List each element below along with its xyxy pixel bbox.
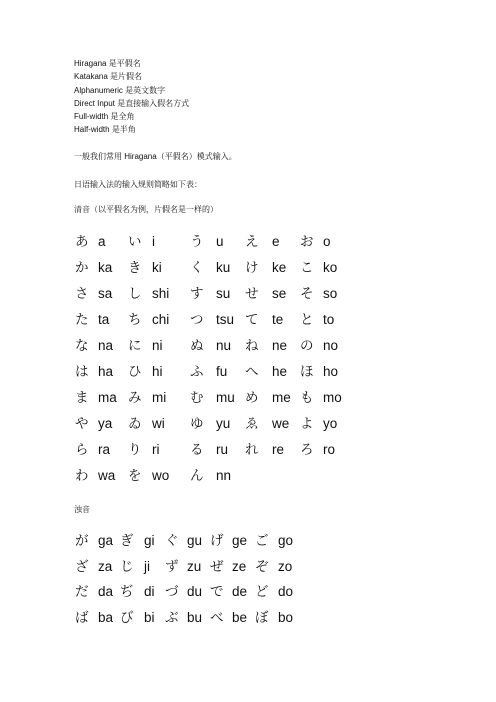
kana-char: ぼ [255,609,269,626]
romaji-text: ka [98,260,113,275]
romaji-text: ri [152,442,160,457]
romaji-text: mu [216,390,235,405]
kana-char: せ [245,286,259,302]
romaji-text: he [272,364,288,379]
kana-char: い [128,234,142,250]
romaji-text: hi [152,364,163,379]
kana-char: ん [190,468,204,484]
romaji-text: nu [216,338,232,353]
romaji-text: zu [187,558,202,574]
romaji-text: gu [187,533,203,548]
romaji-text: zo [278,558,293,574]
intro-term: Hiragana [124,152,157,161]
romaji-text: re [272,442,285,457]
kana-char: と [300,312,314,328]
kana-row [0,258,496,278]
definition-term: Half-width [74,125,110,134]
kana-char: ふ [190,364,204,380]
kana-char: し [128,286,142,302]
intro-paragraph [74,152,237,162]
kana-char: ず [165,558,179,575]
kana-char: だ [75,584,89,600]
romaji-text: nn [216,468,232,483]
kana-char: げ [210,533,224,549]
kana-char: ぶ [165,609,179,626]
romaji-text: ta [98,312,110,327]
romaji-text: ra [98,442,111,457]
romaji-text: ze [232,558,247,574]
kana-char: く [190,260,204,276]
kana-row [0,608,496,628]
romaji-text: ne [272,338,288,353]
kana-char: な [75,338,89,354]
romaji-text: ma [98,390,117,405]
kana-char: け [245,260,259,276]
kana-char: り [128,442,142,458]
definition-desc: 是半角 [111,125,136,134]
definition-line [74,86,165,96]
definition-line [74,72,142,82]
romaji-text: bu [187,609,203,625]
romaji-text: bi [144,609,155,625]
kana-char: ろ [300,442,314,458]
kana-char: よ [300,416,314,432]
romaji-text: go [278,533,294,548]
romaji-text: wo [152,468,170,483]
kana-row [0,388,496,408]
romaji-text: ru [216,442,229,457]
kana-char: ひ [128,364,142,380]
romaji-text: gi [144,533,155,548]
definition-term: Hiragana [74,59,107,68]
definition-term: Direct Input [74,99,115,108]
kana-char: え [245,234,259,250]
definition-term: Alphanumeric [74,86,123,95]
kana-char: の [300,338,314,354]
romaji-text: chi [152,312,170,327]
kana-char: ゑ [245,416,259,432]
kana-char: づ [165,584,179,600]
romaji-text: u [216,234,224,249]
romaji-text: so [323,286,338,301]
kana-char: び [120,609,134,626]
definition-desc: 是英文数字 [125,86,166,95]
kana-char: ざ [75,558,89,575]
romaji-text: ki [152,260,162,275]
kana-char: ね [245,338,259,354]
kana-char: そ [300,286,314,302]
kana-char: ぬ [190,338,204,354]
kana-char: う [190,234,204,250]
kana-row [0,531,496,551]
romaji-text: shi [152,286,170,301]
definition-line [74,59,141,69]
rules-line: 日语输入法的输入规则简略如下表： [74,180,202,189]
kana-char: を [128,468,142,484]
kana-char: か [75,260,89,276]
romaji-text: te [272,312,284,327]
romaji-text: ji [144,558,150,574]
romaji-text: ni [152,338,163,353]
kana-char: こ [300,260,314,276]
kana-char: ち [128,312,142,328]
kana-char: ば [75,609,89,626]
intro-text-after: （平假名）模式输入。 [156,152,237,161]
kana-char: さ [75,286,89,302]
kana-char: ゐ [128,416,142,432]
kana-char: ほ [300,364,314,380]
romaji-text: no [323,338,339,353]
romaji-text: yu [216,416,231,431]
definition-desc: 是直接输入假名方式 [117,99,190,108]
romaji-text: ro [323,442,336,457]
kana-char: ぐ [165,533,179,549]
kana-char: ま [75,390,89,406]
romaji-text: ku [216,260,231,275]
romaji-text: mi [152,390,167,405]
kana-row [0,440,496,460]
kana-row [0,557,496,577]
kana-char: ぞ [255,558,269,575]
kana-char: あ [75,234,89,250]
romaji-text: sa [98,286,113,301]
romaji-text: ko [323,260,338,275]
kana-char: ぢ [120,584,134,600]
definition-line [74,99,189,109]
kana-row [0,414,496,434]
kana-char: つ [190,312,204,328]
romaji-text: do [278,584,294,599]
kana-char: き [128,260,142,276]
kana-char: ら [75,442,89,458]
romaji-text: o [323,234,331,249]
definition-term: Full-width [74,112,109,121]
romaji-text: ha [98,364,114,379]
kana-char: ど [255,584,269,600]
definition-desc: 是平假名 [108,59,141,68]
seion-heading: 清音（以平假名为例，片假名是一样的） [74,205,218,214]
romaji-text: we [272,416,290,431]
kana-row [0,232,496,252]
kana-char: す [190,286,204,302]
kana-char: も [300,390,314,406]
romaji-text: bo [278,609,294,625]
definition-line [74,112,134,122]
romaji-text: da [98,584,114,599]
kana-char: み [128,390,142,406]
romaji-text: wi [152,416,165,431]
kana-char: お [300,234,314,250]
kana-char: て [245,312,259,328]
romaji-text: di [144,584,155,599]
romaji-text: na [98,338,114,353]
definition-term: Katakana [74,72,108,81]
romaji-text: za [98,558,113,574]
romaji-text: tsu [216,312,235,327]
kana-char: は [75,364,89,380]
definition-desc: 是片假名 [110,72,143,81]
dakuon-heading: 浊音 [74,505,90,514]
romaji-text: de [232,584,248,599]
kana-char: ゆ [190,416,204,432]
kana-char: ご [255,533,269,549]
definition-line [74,125,136,135]
romaji-text: wa [98,468,116,483]
romaji-text: e [272,234,280,249]
kana-char: が [75,533,89,549]
romaji-text: me [272,390,291,405]
romaji-text: be [232,609,248,625]
romaji-text: ke [272,260,287,275]
romaji-text: fu [216,364,228,379]
romaji-text: yo [323,416,338,431]
kana-char: わ [75,468,89,484]
romaji-text: ga [98,533,114,548]
romaji-text: su [216,286,231,301]
kana-char: れ [245,442,259,458]
kana-char: め [245,390,259,406]
kana-char: に [128,338,142,354]
definition-desc: 是全角 [110,112,135,121]
kana-char: で [210,584,224,600]
kana-char: や [75,416,89,432]
romaji-text: ba [98,609,114,625]
kana-char: じ [120,558,134,575]
romaji-text: ge [232,533,248,548]
kana-char: ぜ [210,558,224,575]
kana-row [0,310,496,330]
romaji-text: se [272,286,287,301]
romaji-text: du [187,584,203,599]
kana-char: ぎ [120,533,134,549]
kana-row [0,466,496,486]
romaji-text: ho [323,364,339,379]
kana-row [0,362,496,382]
kana-char: へ [245,364,259,380]
kana-char: む [190,390,204,406]
intro-text-before: 一般我们常用 [74,152,122,161]
kana-char: べ [210,609,224,626]
romaji-text: to [323,312,335,327]
kana-row [0,284,496,304]
kana-row [0,336,496,356]
kana-char: た [75,312,89,328]
romaji-text: mo [323,390,342,405]
romaji-text: i [152,234,155,249]
romaji-text: a [98,234,106,249]
kana-char: る [190,442,204,458]
kana-row [0,582,496,602]
romaji-text: ya [98,416,113,431]
